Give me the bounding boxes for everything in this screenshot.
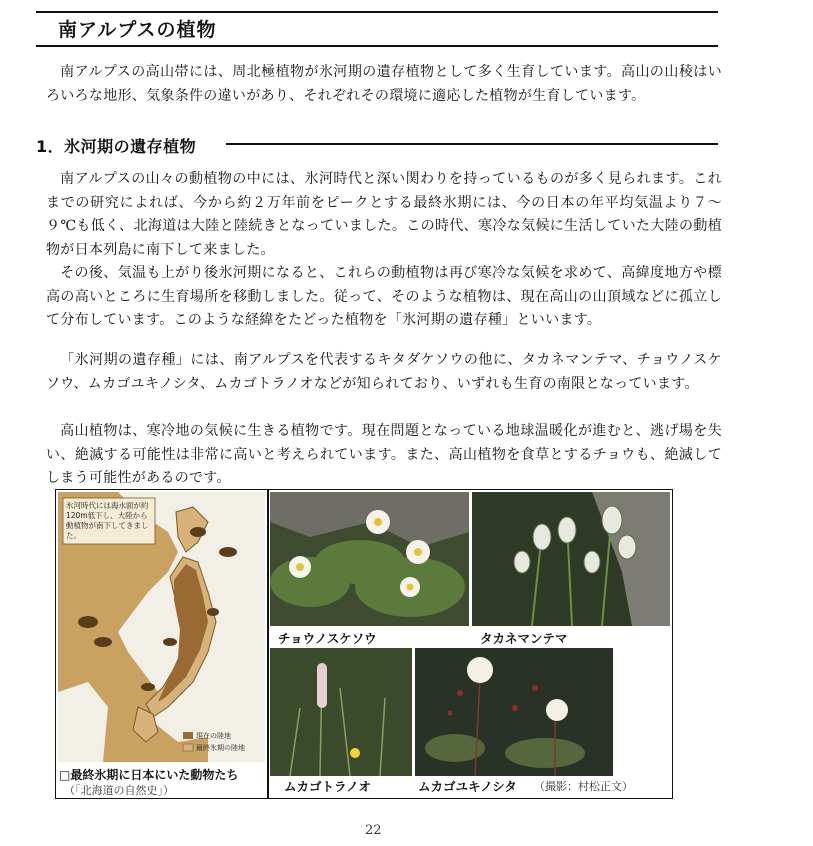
title-top-rule (36, 11, 718, 13)
section-heading-rule (226, 143, 718, 145)
body-paragraph-3 (46, 349, 722, 396)
map-note: 氷河時代には海水面が約120m低下し、大陸から動植物が南下してきました。 (66, 501, 149, 540)
photo-mukagotoranoo (270, 648, 412, 776)
intro-paragraph (46, 61, 722, 108)
paragraph-text: その後、気温も上がり後氷河期になると、これらの動植物は再び寒冷な気候を求めて、高緯度地方や標高の高いところに生育場所を移動しました。従って、そのような植物は、現在高山の山頂域などに孤立して分布しています。このような経緯をたどった植物を「氷河期の遺存種」といいます。 (46, 265, 722, 328)
body-paragraph-2 (46, 262, 722, 333)
page-title: 南アルプスの植物 (58, 19, 217, 41)
photo-mukagoyukinoshita (415, 648, 613, 776)
intro-text: 南アルプスの高山帯には、周北極植物が氷河期の遺存植物として多く生育しています。高山の山稜はいろいろな地形、気象条件の違いがあり、それぞれその環境に適応した植物が生育しています。 (46, 64, 722, 104)
ice-age-map (58, 492, 265, 762)
photo-credit: （撮影：村松正文） (534, 780, 633, 793)
photo-chounosukesou (270, 492, 469, 626)
paragraph-text: 「氷河期の遺存種」には、南アルプスを代表するキタダケソウの他に、タカネマンテマ、チョウノスケソウ、ムカゴユキノシタ、ムカゴトラノオなどが知られており、いずれも生育の南限となっています。 (46, 352, 722, 392)
body-paragraph-1 (46, 168, 722, 262)
map-source: （「北海道の自然史」） (64, 784, 174, 797)
caption-chounosukesou: チョウノスケソウ (278, 631, 377, 646)
legend-glacial-land: 最終氷期の陸地 (196, 744, 245, 752)
title-bottom-rule (36, 45, 718, 47)
page-number: 22 (365, 823, 382, 838)
caption-takanemantema: タカネマンテマ (480, 631, 568, 646)
section-heading: 1．氷河期の遺存植物 (36, 134, 204, 157)
legend-present-land: 現在の陸地 (196, 732, 231, 740)
map-caption: □最終氷期に日本にいた動物たち (59, 768, 239, 782)
figure-divider (267, 490, 269, 798)
caption-mukagotoranoo: ムカゴトラノオ (284, 779, 372, 794)
paragraph-text: 南アルプスの山々の動植物の中には、氷河時代と深い関わりを持っているものが多く見られます。これまでの研究によれば、今から約２万年前をピークとする最終氷期には、今の日本の年平均気温より７～９℃も低く、北海道は大陸と陸続きとなっていました。この時代、寒冷な気候に生活していた大陸の動植物が日本列島に南下して来ました。 (46, 171, 722, 258)
paragraph-text: 高山植物は、寒冷地の気候に生きる植物です。現在問題となっている地球温暖化が進むと、逃げ場を失い、絶滅する可能性は非常に高いと考えられています。また、高山植物を食草とするチョウも、絶滅してしまう可能性があるのです。 (46, 423, 722, 486)
photo-takanemantema (472, 492, 670, 626)
body-paragraph-4 (46, 420, 722, 491)
caption-mukagoyukinoshita: ムカゴユキノシタ (418, 779, 517, 794)
figure-panel (55, 489, 673, 799)
